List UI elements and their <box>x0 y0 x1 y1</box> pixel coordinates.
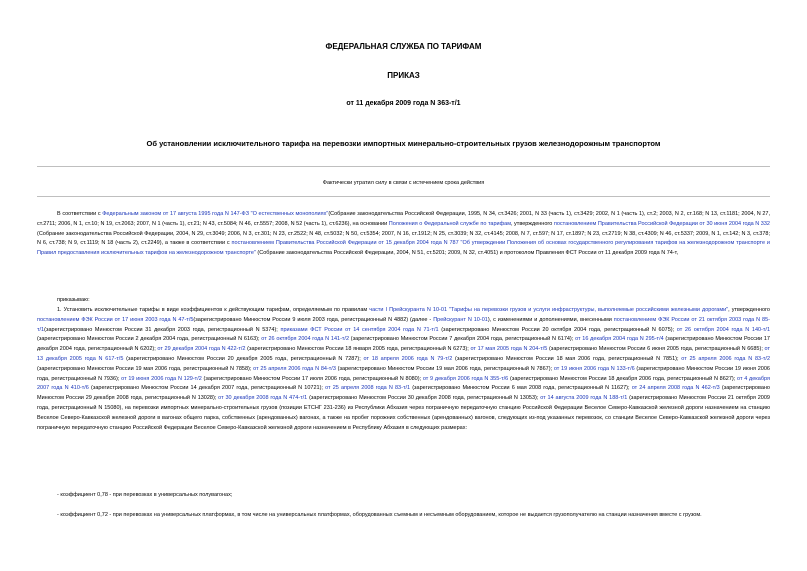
preamble-text: (Собрание законодательства Российской Федерации, 2004, N 51, ст.5201; 2009, N 32, ст.4051) и протоколом Правления ФСТ России от 11 декабря 2009 года N 74-т, <box>255 250 679 257</box>
preamble-text: В соответствии с <box>57 211 103 217</box>
item-text: , утвержденного <box>728 307 770 313</box>
fst-order-link[interactable]: от 26 октября 2004 года N 141-т/2 <box>261 336 350 343</box>
fst-order-link[interactable]: от 13 декабря 2005 года N 617-т/5 <box>37 346 770 362</box>
fek-decree-47-link[interactable]: постановлением ФЭК России от 17 июня 2003 года N 47-т/5 <box>37 316 194 323</box>
federal-law-link[interactable]: Федеральным законом от 17 августа 1995 года N 147-ФЗ "О естественных монополиях" <box>102 211 329 217</box>
item-text: (зарегистрировано Минюстом России 2 декабря 2004 года, регистрационный N 6163); <box>37 336 262 343</box>
document-title: Об установлении исключительного тарифа на перевозки импортных минерально-строительных грузов железнодорожным транспортом <box>146 139 661 148</box>
item-text: ), с изменениями и дополнениями, внесенными <box>487 316 614 323</box>
item-text: (зарегистрировано Минюстом России 30 декабря 2008 года, регистрационный N 13053); <box>307 395 541 402</box>
item-text: (зарегистрировано Минюстом России 6 июня 2005 года, регистрационный N 6685); <box>547 346 765 353</box>
item-text: (зарегистрировано Минюстом России 14 декабря 2007 года, регистрационный N 10721); <box>88 385 326 392</box>
item-text: (зарегистрировано Минюстом России 20 декабря 2005 года, регистрационный N 7287); <box>123 355 364 362</box>
fst-order-link[interactable]: от 19 июня 2006 года N 133-т/6 <box>553 365 635 372</box>
document-type-heading: ПРИКАЗ <box>387 71 420 80</box>
fst-order-link[interactable]: от 19 июня 2006 года N 129-т/2 <box>121 375 202 382</box>
fst-order-link[interactable]: от 25 апреля 2006 года N 83-т/2 <box>681 355 771 362</box>
government-decree-332-link[interactable]: постановлением Правительства Российской Федерации от 30 июня 2004 года N 332 <box>553 220 770 227</box>
preamble-text: , утвержденного <box>510 220 554 227</box>
organization-heading: ФЕДЕРАЛЬНАЯ СЛУЖБА ПО ТАРИФАМ <box>325 42 482 51</box>
fst-order-link[interactable]: от 25 апреля 2006 года N 84-т/3 <box>253 365 336 372</box>
fst-order-link[interactable]: от 18 апреля 2006 года N 79-т/2 <box>363 355 453 362</box>
pricelist-part-1-link[interactable]: части I Прейскуранта N 10-01 "Тарифы на перевозки грузов и услуги инфраструктуры, выполняемые российскими железными дорогами" <box>369 307 729 313</box>
item-text: (зарегистрировано Минюстом России 18 декабря 2006 года, регистрационный N 8627); <box>508 375 738 382</box>
fst-order-link[interactable]: от 29 декабря 2004 года N 422-т/2 <box>157 346 246 353</box>
item-1-paragraph <box>37 306 770 433</box>
item-text: (зарегистрировано Минюстом России 9 июля 2003 года, регистрационный N 4882) (далее - <box>193 316 434 323</box>
fst-order-link[interactable]: от 4 декабря 2007 года N 410-т/6 <box>37 375 770 392</box>
coefficient-item: - коэффициент 0,78 - при перевозках в универсальных полувагонах; <box>57 492 233 498</box>
status-note: Фактически утратил силу в связи с истечением срока действия <box>322 180 485 186</box>
pricelist-10-01-link[interactable]: Прейскурант N 10-01 <box>433 316 488 323</box>
fst-order-link[interactable]: от 17 мая 2005 года N 204-т/5 <box>470 346 548 353</box>
item-text: (зарегистрировано Минюстом России 19 мая 2006 года, регистрационный N 7858); <box>37 365 254 372</box>
document-date-heading: от 11 декабря 2009 года N 363-т/1 <box>346 100 461 107</box>
fst-order-link[interactable]: от 16 декабря 2004 года N 295-т/4 <box>575 336 664 343</box>
item-text: (зарегистрировано Минюстом России 18 января 2005 года, регистрационный N 6273); <box>245 346 471 353</box>
preamble-paragraph <box>37 210 770 259</box>
fst-order-link[interactable]: от 25 апреля 2008 года N 83-т/1 <box>325 385 411 392</box>
fek-decree-85-link[interactable]: постановлением ФЭК России от 21 октября 2003 года N 85-т/1 <box>37 316 770 333</box>
divider-top <box>37 166 770 167</box>
fst-regulation-link[interactable]: Положения о Федеральной службе по тарифам <box>388 220 511 227</box>
fst-order-link[interactable]: от 9 декабря 2006 года N 355-т/6 <box>422 375 509 382</box>
item-text: (зарегистрировано Минюстом России 7 декабря 2004 года, регистрационный N 6174); <box>349 336 576 343</box>
item-text: (зарегистрировано Минюстом России 17 декабря 2004 года, регистрационный N 6202); <box>37 336 770 353</box>
item-text: (зарегистрировано Минюстом России 29 декабря 2008 года, регистрационный N 13028); <box>37 385 770 402</box>
item-text: (зарегистрировано Минюстом России 19 мая 2006 года, регистрационный N 7867); <box>335 365 554 372</box>
item-text: (зарегистрировано Минюстом России 21 октября 2009 года, регистрационный N 15080), на перевозки импортных минерально-строительных грузов (позиции ЕТСНГ 231-236) из Республики Абхазия через пограничную передаточную станцию Российской Федерации Веселое Северо-Кавказской железной дороги назначением на станцию Веселое Северо-Кавказской железной дороги в вагонах общего парка, собственных (арендованных) вагонах, а также на пробег порожних собственных (арендованных) вагонов, следующих из-под указанных перевозок, со станции Веселое Северо-Кавказской железной дороги через пограничную передаточную станцию Российской Федерации Веселое Северо-Кавказской железной дороги назначением в Республику Абхазия в следующих размерах: <box>37 395 770 431</box>
fst-order-link[interactable]: от 26 октября 2004 года N 140-т/1 <box>676 326 770 333</box>
item-text: 1. Установить исключительные тарифы в виде коэффициентов к действующим тарифам, определяемым по правилам <box>57 307 370 313</box>
fst-order-link[interactable]: от 14 августа 2009 года N 188-т/1 <box>540 395 628 402</box>
item-text: (зарегистрировано Минюстом России 20 октября 2004 года, регистрационный N 6075); <box>438 326 677 333</box>
item-text: (зарегистрировано Минюстом России 17 июля 2006 года, регистрационный N 8080); <box>201 375 423 382</box>
fst-order-link[interactable]: от 30 декабря 2008 года N 474-т/1 <box>218 395 308 402</box>
item-text: (зарегистрировано Минюстом России 19 июня 2006 года, регистрационный N 7936); <box>37 365 770 382</box>
prikazyvayu-line: приказываю: <box>57 297 90 303</box>
government-decree-787-link[interactable]: постановлением Правительства Российской Федерации от 15 декабря 2004 года N 787 "Об утверждении Положения об основах государственного регулирования тарифов на железнодорожном транспорте и Правил предоставления исключительных тарифов на железнодорожном транспорте" <box>37 240 770 257</box>
item-text: (зарегистрировано Минюстом России 31 декабря 2003 года, регистрационный N 5374); <box>44 326 281 333</box>
fst-order-link[interactable]: от 24 апреля 2008 года N 462-т/3 <box>631 385 720 392</box>
preamble-text: (Собрание законодательства Российской Федерации, 2004, N 29, ст.3049; 2006, N 3, ст.301; N 23, ст.2522; N 48, ст.5032; N 50, ст.5354; 2007, N 16, ст.1912; N 25, ст.3039; N 32, ст.4145; 2008, N 7, ст.597; N 17, ст.1897; N 23, ст.2719; N 38, ст.4309; N 46, ст.5337; 2009, N 1, ст.142; N 3, ст.378; N 6, ст.738; N 9, ст.1119; N 18 (часть 2), ст.2249), а также в соответствии с <box>37 230 770 247</box>
item-text: (зарегистрировано Минюстом России 6 мая 2008 года, регистрационный N 11627); <box>410 385 632 392</box>
coefficient-item: - коэффициент 0,72 - при перевозках на универсальных платформах, в том числе на универсальных платформах, оборудованных съемным и несъемным оборудованием, которое не выдается грузополучателю на станции назначения вместе с грузом. <box>57 512 702 518</box>
preamble-text: (Собрание законодательства Российской Федерации, 1995, N 34, ст.3426; 2001, N 33 (часть 1), ст.3429; 2002, N 1 (часть 1), ст.2; 2003, N 2, ст.168; N 13, ст.1181; 2004, N 27, ст.2711; 2006, N 1, ст.10; N 19, ст.2063; 2007, N 1 (часть 1), ст.21; N 43, ст.5084; N 46, ст.5557; 2008, N 52 (часть 1), ст.6236), на основании <box>37 211 771 227</box>
item-text: (зарегистрировано Минюстом России 18 мая 2006 года, регистрационный N 7851); <box>452 355 682 362</box>
divider-bottom <box>37 196 770 197</box>
fst-order-link[interactable]: приказами ФСТ России от 14 сентября 2004 года N 71-т/1 <box>280 326 439 333</box>
